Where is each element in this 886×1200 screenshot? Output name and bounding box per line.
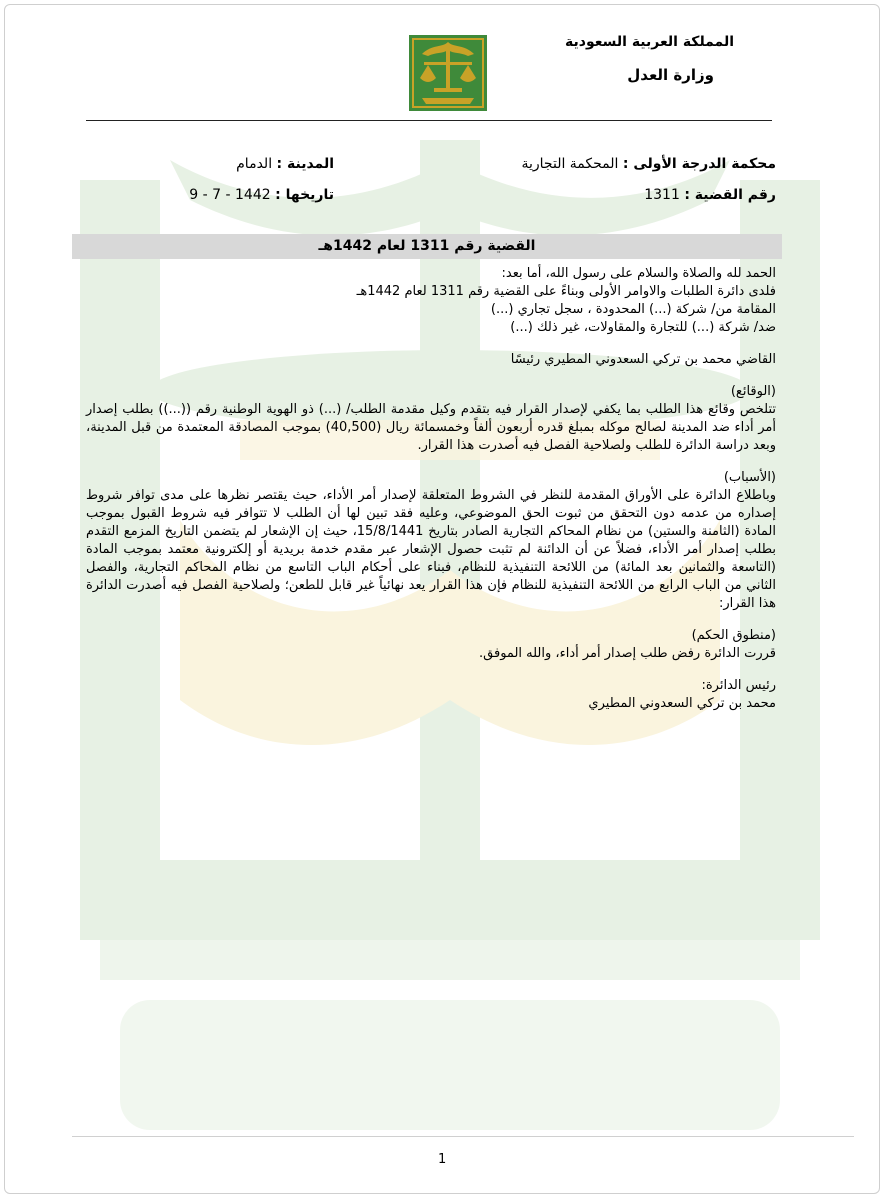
ruling-text: قررت الدائرة رفض طلب إصدار أمر أداء، والله الموفق. xyxy=(479,646,776,661)
ministry-name: وزارة العدل xyxy=(627,66,714,84)
ministry-logo xyxy=(408,34,488,112)
court-label: محكمة الدرجة الأولى : xyxy=(622,156,776,172)
case-date-info xyxy=(189,187,334,203)
facts-text: تتلخص وقائع هذا الطلب بما يكفي لإصدار القرار فيه بتقدم وكيل مقدمة الطلب/ (...) ذو الهوية الوطنية رقم ((...)) بطلب إصدار أمر أداء ضد المدينة لصالح موكله بمبلغ قدره أربعون ألفاً وخمسمائة ريال (40,500) بموجب المصادقة المعتمدة من قبل المدينة، وبعد دراسة الدائرة للطلب ولصلاحية الفصل فيه أصدرت هذا القرار. xyxy=(86,402,776,453)
facts-heading: (الوقائع) xyxy=(730,384,776,399)
reasons-text: وباطلاع الدائرة على الأوراق المقدمة للنظر في الشروط المتعلقة لإصدار أمر الأداء، حيث يقتصر نظرها على مدى توافر شروط إصداره من عدمه دون التحقق من ثبوت الحق الموضوعي، وعليه فقد تبين لها أن الطلب لا تتوافر فيه شروط القبول بموجب المادة (الثامنة والستين) من نظام المحاكم التجارية الصادر بتاريخ 15/8/1441، حيث إن الإشعار لم يتضمن التاريخ المزمع التقدم بطلب إصدار أمر الأداء، فضلاً عن أن الدائنة لم تثبت حصول الإشعار عبر مقدم خدمة بريدية أو إلكترونية معتمد بموجب المادة (التاسعة والثمانين بعد المائة) من اللائحة التنفيذية للنظام، فبناء على أحكام الباب التاسع من نظام المحاكم التجارية، والفصل الثاني من الباب الرابع من اللائحة التنفيذية للنظام فإن هذا القرار يعد نهائياً غير قابل للطعن؛ ولصلاحية الفصل فيه أصدرت الدائرة هذا القرار: xyxy=(86,488,776,611)
judge-line: القاضي محمد بن تركي السعدوني المطيري رئيسًا xyxy=(510,352,776,367)
city-value: الدمام xyxy=(236,156,273,172)
document-body xyxy=(86,265,776,713)
case-number-label: رقم القضية : xyxy=(684,187,776,203)
city-label: المدينة : xyxy=(276,156,334,172)
reasons-heading: (الأسباب) xyxy=(723,470,776,485)
ruling-heading: (منطوق الحكم) xyxy=(691,628,776,643)
case-title-bar: القضية رقم 1311 لعام 1442هـ xyxy=(72,234,782,259)
city-info xyxy=(236,156,334,172)
intro-line: الحمد لله والصلاة والسلام على رسول الله، أما بعد: xyxy=(501,266,776,281)
signature-name: محمد بن تركي السعدوني المطيري xyxy=(588,696,776,711)
header-rule xyxy=(86,120,772,121)
footer-rule xyxy=(72,1136,854,1137)
court-value: المحكمة التجارية xyxy=(521,156,619,172)
case-number-info xyxy=(644,187,776,203)
page-number: 1 xyxy=(438,1152,447,1167)
kingdom-name: المملكة العربية السعودية xyxy=(565,34,734,50)
court-info xyxy=(522,156,777,172)
intro-line: ضد/ شركة (...) للتجارة والمقاولات، غير ذلك (...) xyxy=(510,320,776,335)
case-date-value: 9 - 7 - 1442 xyxy=(189,187,271,203)
signature-label: رئيس الدائرة: xyxy=(701,678,776,693)
intro-line: فلدى دائرة الطلبات والاوامر الأولى وبناءً على القضية رقم 1311 لعام 1442هـ xyxy=(356,284,776,299)
intro-line: المقامة من/ شركة (...) المحدودة ، سجل تجاري (...) xyxy=(490,302,776,317)
case-number-value: 1311 xyxy=(644,187,680,203)
case-date-label: تاريخها : xyxy=(275,187,334,203)
